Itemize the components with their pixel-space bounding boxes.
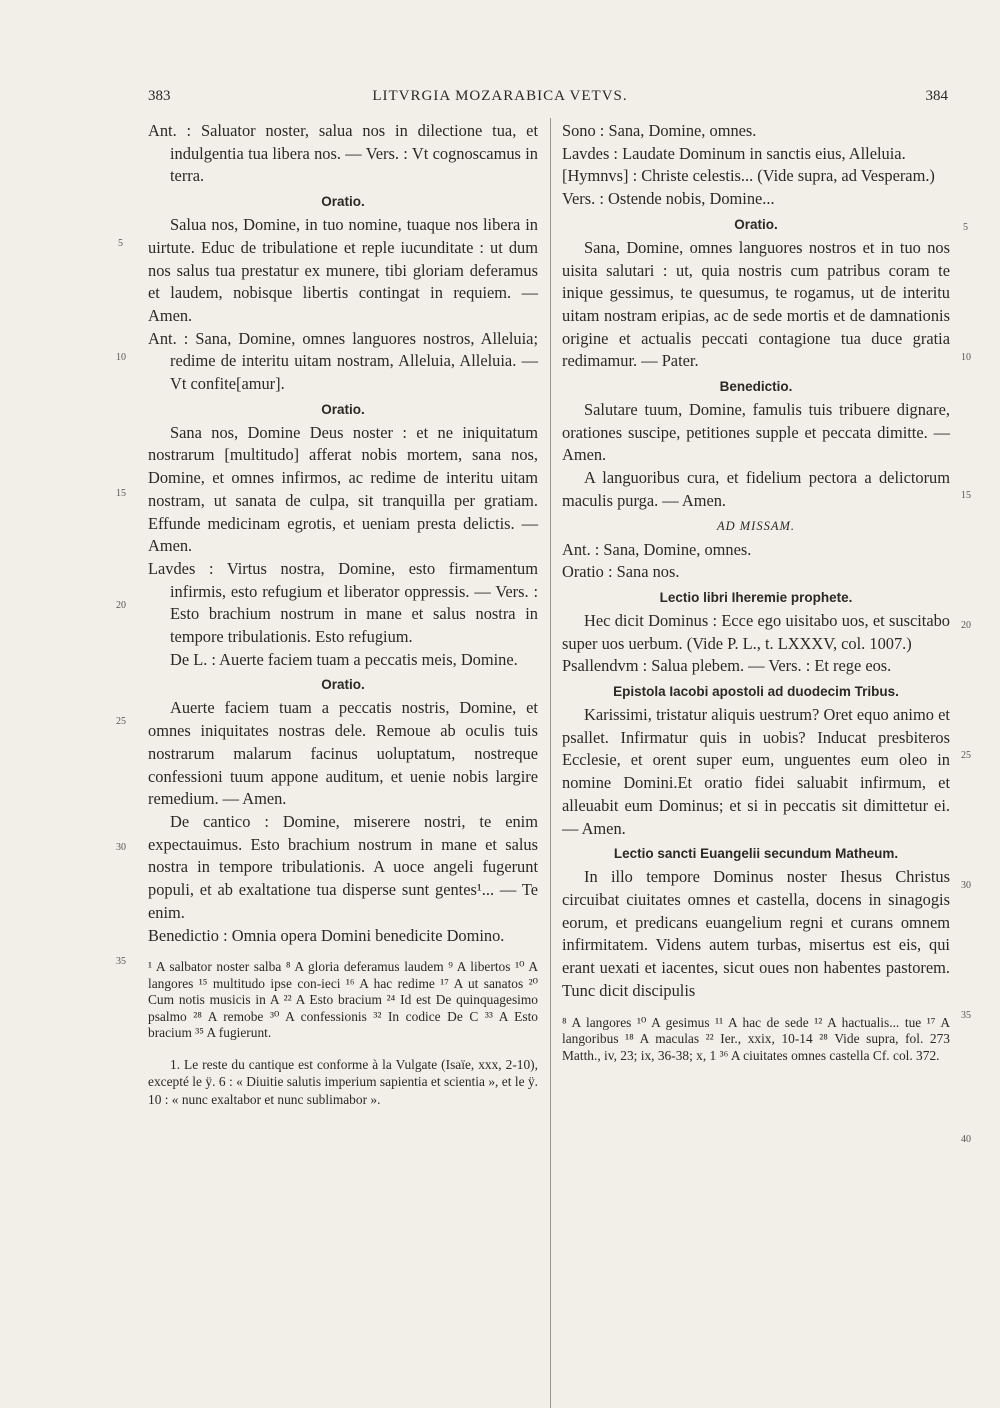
section-heading: Epistola Iacobi apostoli ad duodecim Tribus.: [613, 684, 899, 700]
line-number: 30: [961, 880, 971, 891]
line-number: 20: [961, 620, 971, 631]
gospel-text: In illo tempore Dominus noster Ihesus Christus circuibat ciuitates omnes et castella, docens in sinagogis eorum, et predicans euangelium regni et curans omnem infirmitatem. Videns autem turbas, misertus est eis, qui erant uexati et iacentes, sicut oues non habentes pastorem. Tunc dicit discipulis: [562, 867, 950, 1000]
line-number: 15: [961, 490, 971, 501]
line-number: 35: [961, 1010, 971, 1021]
section-heading: AD MISSAM.: [716, 518, 796, 533]
apparatus-notes: [148, 959, 538, 1042]
line-number: 30: [116, 842, 126, 853]
laudes-text: Lavdes : Laudate Dominum in sanctis eius, Alleluia.: [562, 143, 906, 163]
section-heading: Oratio.: [734, 216, 778, 232]
apparatus-notes: [562, 1015, 950, 1065]
benediction-text: A languoribus cura, et fidelium pectora a delictorum maculis purga. — Amen.: [562, 468, 950, 510]
lectio-text: Hec dicit Dominus : Ecce ego uisitabo uos, et suscitabo super uos uerbum. (Vide P. L., t. LXXXV, col. 1007.): [562, 610, 950, 653]
line-number: 40: [961, 1134, 971, 1145]
rubric-text: De L. : Auerte faciem tuam a peccatis meis, Domine.: [170, 649, 518, 669]
laudes-text: Lavdes : Virtus nostra, Domine, esto firmamentum infirmis, esto refugium et liberator oppressis. — Vers. : Esto brachium nostrum in mane et salus nostra in tempore tribulationis. Esto refugium.: [148, 558, 538, 647]
section-heading: Lectio libri Iheremie prophete.: [659, 589, 853, 605]
section-heading: Benedictio.: [719, 379, 793, 395]
antiphon: Ant. : Saluator noster, salua nos in dilectione tua, et indulgentia tua libera nos. — Vers. : Vt cognoscamus in terra.: [148, 121, 538, 186]
prayer-text: Sana, Domine, omnes languores nostros et in tuo nos uisita salutari : ut, quia nostris cum patribus coram te inique gessimus, te quesumus, te rogamus, ut de interitu uitam nostram eripias, ac de sede mortis et de damnationis origine et actualis peccati contagione tua duce gratia redimamur. — Pater.: [562, 237, 950, 371]
canticle-text: De cantico : Domine, miserere nostri, te enim expectauimus. Esto brachium nostrum in mane et salus nostra in tempore tribulationis. A uoce angeli fugerunt populi, et ab exaltatione tua disperse sunt gentes¹... — Te enim.: [148, 811, 538, 922]
line-number: 25: [116, 716, 126, 727]
apparatus-text: ¹ A salbator noster salba ⁸ A gloria deferamus laudem ⁹ A libertos ¹⁰ A langores ¹⁵ multitudo ipse con-ieci ¹⁶ A hac redime ¹⁷ A ut sanatos ²⁰ Cum notis musicis in A ²² A Esto bracium ²⁴ Id est De quinquagesimo psalmo ²⁸ A remobe ³⁰ A confessionis ³² In codice De C ³³ A Esto bracium ³⁵ A fugierunt.: [148, 959, 538, 1041]
line-number: 5: [963, 222, 968, 233]
section-heading: Oratio.: [321, 677, 365, 693]
prayer-text: Sana nos, Domine Deus noster : et ne iniquitatum nostrarum [multitudo] afferat nobis mortem, sana nos, Domine, et omnes infirmos, ac redime de interitu uitam nostram, ut sanata de culpa, sit tranquilla per gratiam. Effunde medicinam egrotis, et ueniam presta delictis. — Amen.: [148, 422, 538, 556]
line-number: 15: [116, 488, 126, 499]
antiphon: Ant. : Sana, Domine, omnes.: [562, 539, 752, 559]
benediction-text: Benedictio : Omnia opera Domini benedicite Domino.: [148, 925, 505, 945]
rubric-text: Sono : Sana, Domine, omnes.: [562, 121, 757, 140]
prayer-text: Salua nos, Domine, in tuo nomine, tuaque nos libera in uirtute. Educ de tribulatione et reple iucunditate : ut dum nos salus tua prestatur ex munere, tibi gloriam deferamus et laudem, nobisque libertis contingat in requiem. — Amen.: [148, 215, 538, 325]
footnote: [148, 1056, 538, 1109]
line-number: 20: [116, 600, 126, 611]
rubric-text: Oratio : Sana nos.: [562, 562, 680, 582]
line-number: 10: [116, 352, 126, 363]
epistle-text: Karissimi, tristatur aliquis uestrum? Oret equo animo et psallet. Infirmatur quis in uobis? Inducat presbiteros Ecclesie, et orent super eum, unguentes eum oleo in nomine Domini.Et oratio fidei saluabit infirmum, et alleuabit eum Dominus; et si in peccatis sit dimittetur ei. — Amen.: [562, 705, 950, 838]
section-heading: Oratio.: [321, 401, 365, 417]
page-number-right: 384: [925, 88, 948, 104]
right-column: [562, 120, 950, 1064]
footnote-text: 1. Le reste du cantique est conforme à la Vulgate (Isaïe, xxx, 2-10), excepté le ÿ. 6 : « Diuitie salutis imperium sapientia et scientia », et le ÿ. 10 : « nunc exaltabor et nunc sublimabor ».: [148, 1056, 538, 1107]
left-column: [148, 120, 538, 1108]
section-heading: Lectio sancti Euangelii secundum Matheum.: [613, 846, 899, 862]
antiphon: Ant. : Sana, Domine, omnes languores nostros, Alleluia; redime de interitu uitam nostram, Alleluia, Alleluia. — Vt confite[amur].: [148, 328, 538, 394]
line-number: 10: [961, 352, 971, 363]
section-heading: Oratio.: [321, 194, 365, 210]
psallendum-text: Psallendvm : Salua plebem. — Vers. : Et rege eos.: [562, 656, 892, 676]
line-number: 5: [118, 238, 123, 249]
page-number-left: 383: [148, 88, 171, 104]
line-number: 25: [961, 750, 971, 761]
column-divider: [550, 118, 551, 1408]
hymn-text: [Hymnvs] : Christe celestis... (Vide supra, ad Vesperam.): [562, 166, 935, 186]
apparatus-text: ⁸ A langores ¹⁰ A gesimus ¹¹ A hac de sede ¹² A hactualis... tue ¹⁷ A langoribus ¹⁸ A maculas ²² Ier., xxix, 10-14 ²⁸ Vide supra, fol. 273 Matth., iv, 23; ix, 36-38; x, 1 ³⁶ A ciuitates omnes castella Cf. col. 372.: [562, 1014, 950, 1063]
benediction-text: Salutare tuum, Domine, famulis tuis tribuere dignare, orationes suscipe, petitiones supple et peccata dimitte. — Amen.: [562, 400, 950, 465]
prayer-text: Auerte faciem tuam a peccatis nostris, Domine, et omnes iniquitates nostras dele. Remoue ab oculis tuis nostrarum malarum facinus uoluptatum, nostreque confessioni tuum appone auditum, et uenie nobis largire remedium. — Amen.: [148, 698, 538, 809]
verse-text: Vers. : Ostende nobis, Domine...: [562, 189, 775, 209]
line-number: 35: [116, 956, 126, 967]
running-title: LITVRGIA MOZARABICA VETVS.: [372, 88, 628, 104]
